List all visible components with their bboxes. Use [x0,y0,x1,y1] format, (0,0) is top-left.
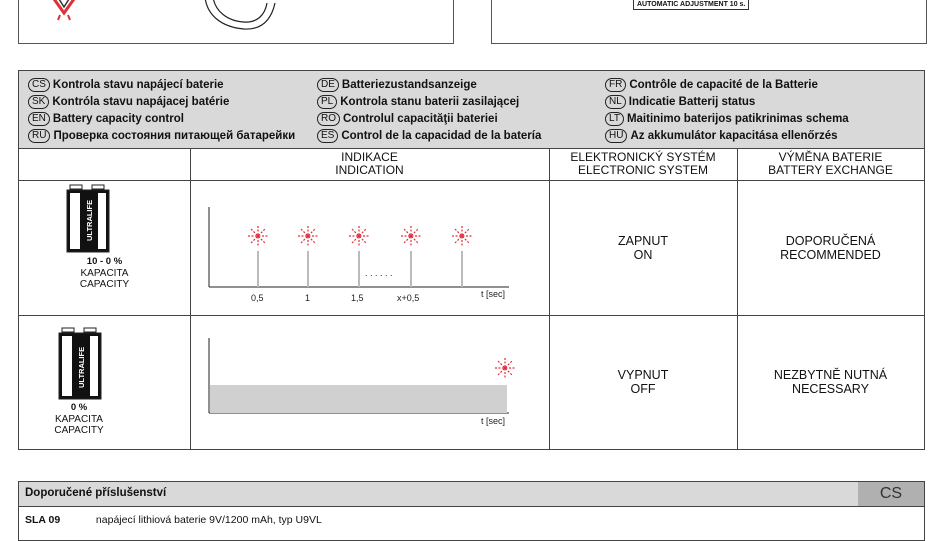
lang-pl: PL Kontrola stanu baterii zasilającej [317,95,519,109]
tick-1-5: 1,5 [351,293,364,303]
capacity-label: KAPACITA CAPACITY [79,268,130,290]
accessory-desc: napájecí lithiová baterie 9V/1200 mAh, typ U9VL [95,514,322,526]
system-state-on: ZAPNUT ON [618,234,668,262]
battery-percent: 10 - 0 % [86,256,123,267]
battery-icon [65,183,111,255]
lang-en: EN Battery capacity control [28,112,184,126]
battery-capacity-table [18,70,925,450]
language-header [19,71,924,149]
exchange-necessary: NEZBYTNĚ NUTNÁ NECESSARY [773,368,888,396]
lang-nl: NL Indicatie Batterij status [605,95,755,109]
top-right-panel [491,0,927,44]
lang-sk: SK Kontróla stavu napájacej batérie [28,95,229,109]
battery-brand: ULTRALIFE [85,199,94,241]
lang-lt: LT Maitinimo baterijos patikrinimas schema [605,112,849,126]
indication-graph-blinking [199,189,539,309]
language-badge: CS [858,482,924,506]
system-state-off: VYPNUT OFF [617,368,669,396]
col-electronic: ELEKTRONICKÝ SYSTÉM ELECTRONIC SYSTEM [570,150,716,177]
auto-adjust-label: AUTOMATIC ADJUSTMENT 10 s. [633,0,749,10]
capacity-label: KAPACITA CAPACITY [54,414,104,436]
accessory-item [25,514,322,526]
flash-icon [49,0,79,21]
accessory-code: SLA 09 [25,514,61,526]
t-axis-label: t [sec] [481,416,506,426]
top-left-panel [18,0,454,44]
tick-x-0-5: x+0,5 [397,293,420,303]
t-axis-label: t [sec] [481,289,506,299]
lang-ru: RU Проверка состояния питающей батарейки [28,129,295,143]
dial-shape [199,0,279,33]
tick-1: 1 [305,293,311,303]
lang-de: DE Batteriezustandsanzeige [317,78,477,92]
lang-es: ES Control de la capacidad de la batería [317,129,541,143]
tick-0-5: 0,5 [251,293,264,303]
battery-brand: ULTRALIFE [77,346,86,388]
exchange-recommended: DOPORUČENÁ RECOMMENDED [780,234,881,262]
indication-graph-steady [199,333,539,433]
battery-percent: 0 % [70,402,88,413]
lang-fr: FR Contrôle de capacité de la Batterie [605,78,818,92]
battery-icon [57,326,103,402]
accessories-title: Doporučené příslušenství [25,487,167,499]
dots-label: . . . . . . [365,268,393,278]
lang-cs: CS Kontrola stavu napájecí baterie [28,78,224,92]
lang-hu: HU Az akkumulátor kapacitása ellenőrzés [605,129,838,143]
col-exchange: VÝMĚNA BATERIE BATTERY EXCHANGE [768,150,893,177]
accessories-section [18,481,925,541]
col-indication: INDIKACE INDICATION [335,150,404,177]
lang-ro: RO Controlul capacităţii bateriei [317,112,498,126]
accessories-header [19,482,924,507]
